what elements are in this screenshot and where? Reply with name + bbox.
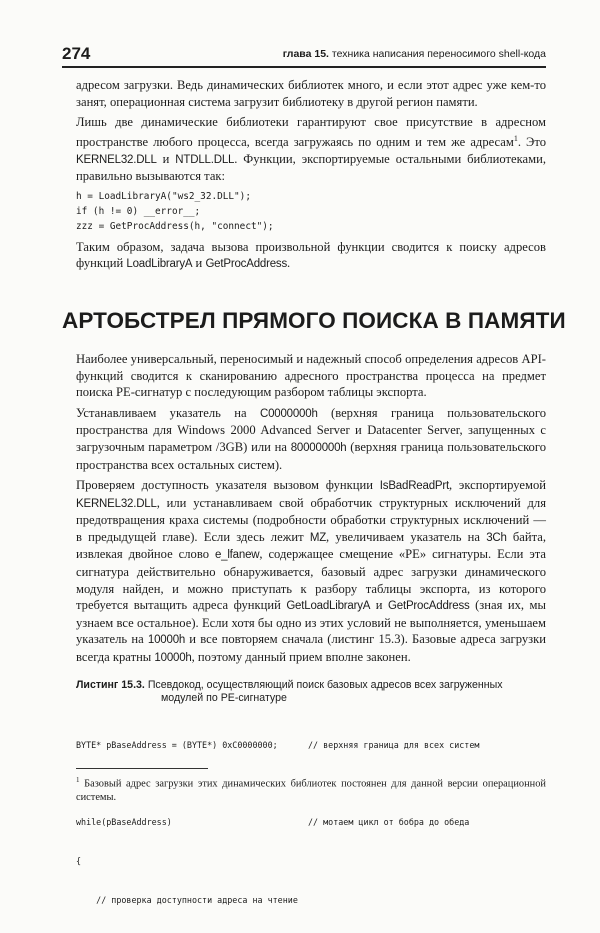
paragraph: Таким образом, задача вызова произвольной функции сводится к поиску адресов функций LoadLibraryA и GetProcAddress. bbox=[76, 239, 546, 271]
code-line: if (h != 0) __error__; bbox=[76, 205, 201, 217]
inline-code: 10000h bbox=[154, 652, 192, 665]
inline-code: GetProcAddress bbox=[205, 258, 288, 271]
inline-code: LoadLibraryA bbox=[126, 258, 193, 271]
listing-caption: Листинг 15.3. Псевдокод, осуществляющий поиск базовых адресов всех загруженных модулей по PE-сигнатуре bbox=[76, 678, 503, 704]
chapter-title: техника написания переносимого shell-кода bbox=[331, 48, 546, 60]
chapter-label: глава 15. bbox=[282, 48, 329, 60]
paragraph: Проверяем доступность указателя вызовом функции IsBadReadPrt, экспортируемой KERNEL32.DLL, или устанавливаем свой обработчик структурных исключений для предотвращения краха системы (подробности обработки структурных исключений — в предыдущей главе). Если здесь лежит MZ, увеличиваем указатель на 3Ch байта, извлекая двойное слово e_lfanew, содержащее смещение «PE» сигнатуры. Если эта сигнатура действительно обнаруживается, базовый адрес загрузки динамического модуля найден, и можно приступать к разбору таблицы экспорта, из которого требуется вытащить адреса функций GetLoadLibraryA и GetProcAddress (зная их, мы узнаем все остальное). Если хотя бы одно из этих условий не выполняется, уменьшаем указатель на 10000h и все повторяем сначала (листинг 15.3). Базовые адреса загрузки всегда кратны 10000h, поэтому данный прием вполне законен. bbox=[76, 478, 546, 665]
inline-code: NTDLL.DLL bbox=[175, 153, 235, 166]
code-line: // проверка доступности адреса на чтение bbox=[76, 894, 298, 905]
listing-label: Листинг 15.3. bbox=[76, 678, 145, 691]
running-header bbox=[62, 44, 546, 68]
running-title bbox=[283, 47, 546, 61]
inline-code: GetProcAddress bbox=[388, 600, 470, 613]
footnote: $^1$ Базовый адрес загрузки этих динамических библиотек постоянен для данной версии операционной системы. bbox=[76, 776, 546, 803]
inline-code: IsBadReadPrt bbox=[379, 480, 449, 493]
code-comment: // мотаем цикл от бобра до обеда bbox=[308, 816, 470, 827]
paragraph: Наиболее универсальный, переносимый и надежный способ определения адресов API-функций сводится к сканированию адресного пространства процесса на предмет поиска PE-сигнатур с последующим разбором таблицы экспорта. bbox=[76, 351, 546, 400]
inline-code: MZ bbox=[309, 531, 327, 544]
inline-code: C0000000h bbox=[259, 407, 318, 420]
paragraph: адресом загрузки. Ведь динамических библиотек много, и если этот адрес уже кем-то занят, операционная система загрузит библиотеку в другой регион памяти. bbox=[76, 78, 546, 109]
code-block bbox=[76, 189, 546, 234]
code-line: zzz = GetProcAddress(h, "connect"); bbox=[76, 220, 274, 232]
code-comment: // верхняя граница для всех систем bbox=[308, 739, 480, 750]
listing-code bbox=[76, 713, 546, 933]
inline-code: 80000000h bbox=[290, 441, 347, 454]
inline-code: 10000h bbox=[147, 634, 186, 647]
inline-code: 3Ch bbox=[486, 531, 507, 544]
paragraph: Устанавливаем указатель на C0000000h (верхняя граница пользовательского пространства для Windows 2000 Advanced Server и Datacenter Server, запущенных с загрузочным параметром /3GB) или на 80000000h (верхняя граница пользовательского пространства всех остальных систем). bbox=[76, 405, 547, 472]
inline-code: KERNEL32.DLL bbox=[76, 153, 157, 166]
inline-code: GetLoadLibraryA bbox=[286, 600, 371, 613]
inline-code: KERNEL32.DLL bbox=[76, 497, 157, 510]
code-line: h = LoadLibraryA("ws2_32.DLL"); bbox=[76, 190, 251, 202]
footnote-ref: 1 bbox=[513, 133, 518, 143]
footnote-rule bbox=[76, 768, 208, 769]
section-heading: АРТОБСТРЕЛ ПРЯМОГО ПОИСКА В ПАМЯТИ bbox=[62, 307, 566, 333]
paragraph: Лишь две динамические библиотеки гарантируют свое присутствие в адресном пространстве любого процесса, всегда загружаясь по одним и тем же адресам$^1$. Это KERNEL32.DLL и NTDLL.DLL. Функции, экспортируемые остальными библиотеками, правильно вызываются так: bbox=[76, 115, 546, 184]
code-line: BYTE* pBaseAddress = (BYTE*) 0xC0000000; // верхняя граница для всех систем bbox=[76, 739, 480, 750]
page-number: 274 bbox=[62, 44, 91, 63]
inline-code: e_lfanew bbox=[214, 549, 260, 562]
code-line: while(pBaseAddress) // мотаем цикл от бобра до обеда bbox=[76, 816, 470, 827]
code-line: { bbox=[76, 855, 82, 866]
footnote-number: 1 bbox=[76, 776, 80, 784]
